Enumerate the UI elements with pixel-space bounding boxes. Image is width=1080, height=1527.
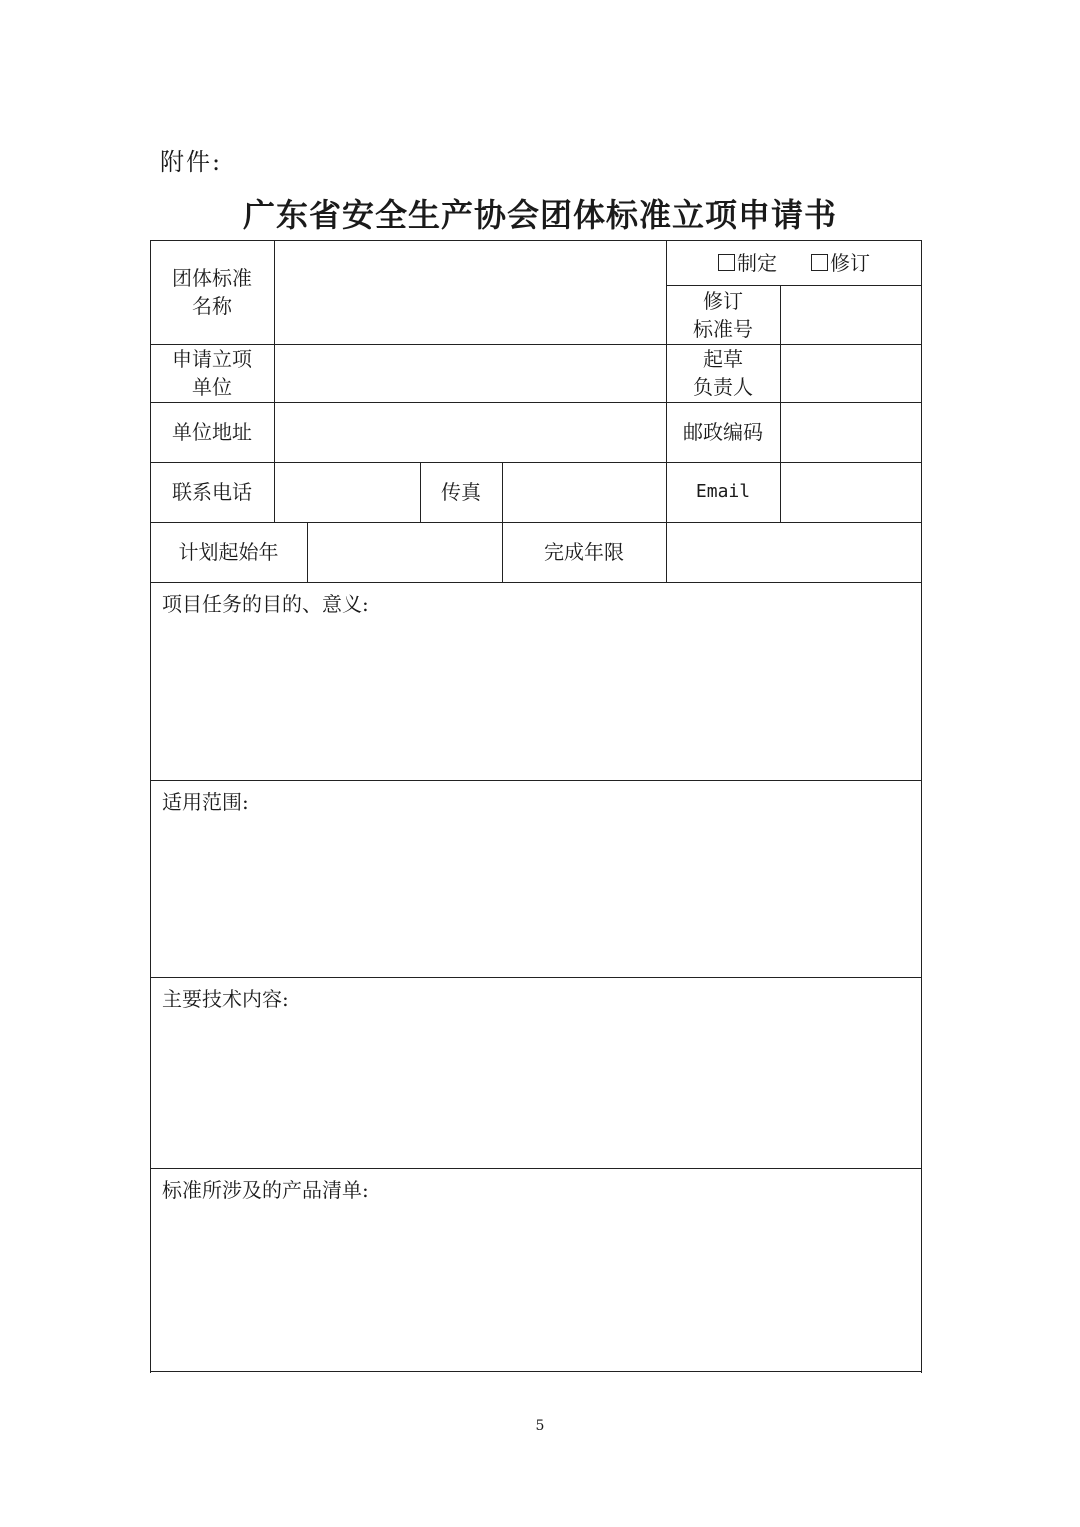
postal-code-label: 邮政编码 (683, 420, 763, 444)
unit-address-label: 单位地址 (172, 420, 252, 444)
revised-std-no-line-2: 标准号 (693, 316, 753, 341)
form-line (150, 1168, 922, 1169)
postal-code-input[interactable] (781, 402, 921, 462)
applicant-unit-input[interactable] (275, 344, 666, 402)
planned-start-year-label: 计划起始年 (178, 540, 279, 564)
option-revise[interactable] (811, 249, 870, 277)
application-form (150, 240, 922, 1373)
option-establish[interactable] (718, 249, 777, 277)
unit-address-input[interactable] (275, 402, 666, 462)
form-line (150, 780, 922, 781)
attachment-label: 附件: (160, 148, 223, 176)
revised-std-no-label (666, 285, 780, 344)
checkbox-revise[interactable] (811, 254, 828, 271)
type-options (666, 240, 922, 285)
form-line (150, 1371, 922, 1372)
applicant-unit-line-2: 单位 (192, 375, 232, 399)
standard-name-label (150, 240, 274, 344)
phone-input[interactable] (275, 462, 420, 522)
main-content-label: 主要技术内容: (162, 987, 289, 1011)
drafter-line-1: 起草 (703, 347, 743, 371)
form-title: 广东省安全生产协会团体标准立项申请书 (242, 196, 837, 234)
email-input[interactable] (781, 462, 921, 522)
fax-input[interactable] (503, 462, 666, 522)
standard-name-line-2: 名称 (192, 294, 232, 318)
scope-label: 适用范围: (162, 790, 249, 814)
completion-deadline-label: 完成年限 (544, 540, 624, 564)
revised-std-no-input[interactable] (781, 285, 921, 344)
planned-start-year-input[interactable] (308, 522, 502, 582)
purpose-label: 项目任务的目的、意义: (162, 592, 369, 616)
standard-name-input[interactable] (275, 240, 666, 344)
completion-deadline-input[interactable] (667, 522, 921, 582)
form-line (921, 240, 922, 1373)
fax-label: 传真 (441, 480, 481, 504)
form-line (150, 582, 922, 583)
drafter-line-2: 负责人 (693, 375, 753, 399)
option-revise-label: 修订 (830, 250, 870, 275)
phone-label: 联系电话 (172, 480, 252, 504)
checkbox-establish[interactable] (718, 254, 735, 271)
applicant-unit-line-1: 申请立项 (172, 347, 252, 371)
form-line (150, 977, 922, 978)
product-list-label: 标准所涉及的产品清单: (162, 1178, 369, 1202)
drafter-input[interactable] (781, 344, 921, 402)
revised-std-no-line-1: 修订 (703, 288, 743, 313)
applicant-unit-label (150, 344, 274, 402)
standard-name-line-1: 团体标准 (172, 266, 252, 290)
email-label: Email (695, 481, 751, 502)
option-establish-label: 制定 (737, 250, 777, 275)
drafter-label (666, 344, 780, 402)
page-number: 5 (535, 1418, 545, 1434)
